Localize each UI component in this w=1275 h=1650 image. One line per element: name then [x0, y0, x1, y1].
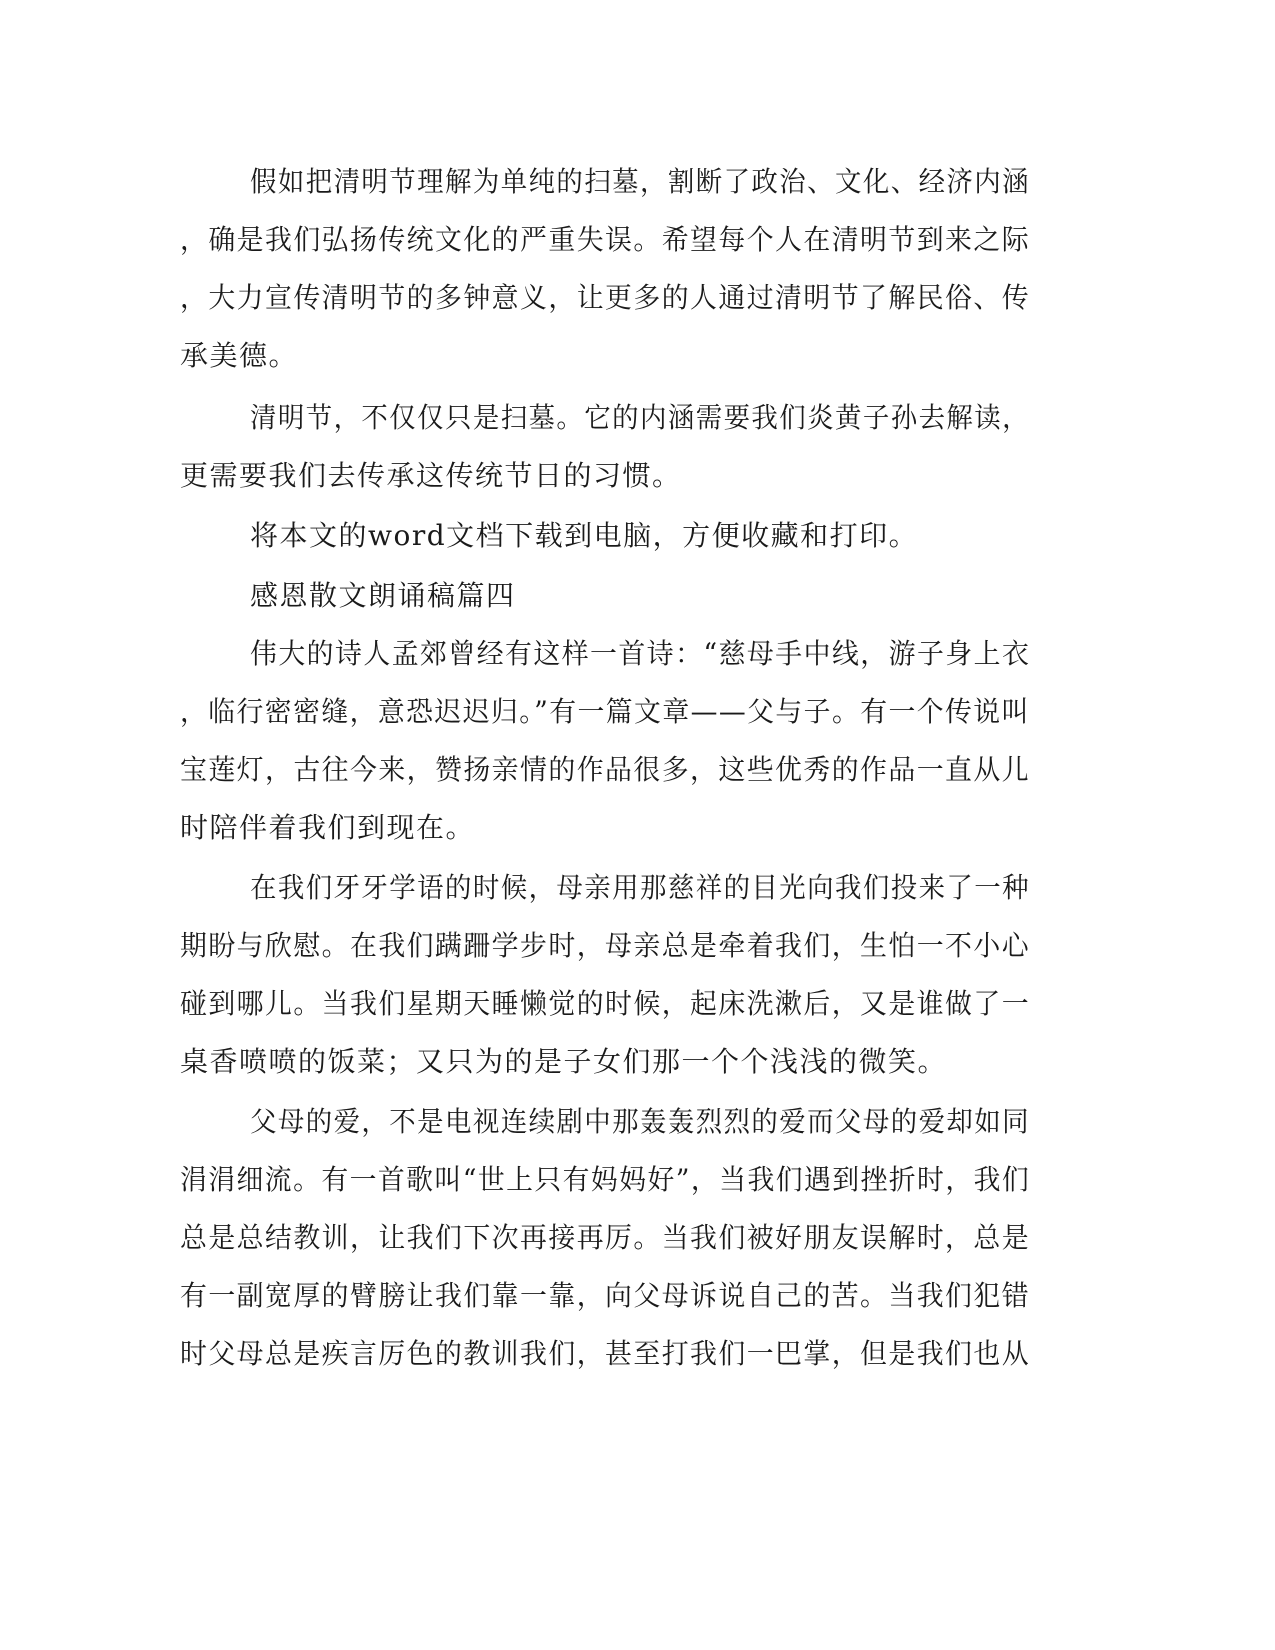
text-line: 将本文的word文档下载到电脑，方便收藏和打印。 [250, 519, 919, 552]
text-line: 清明节，不仅仅只是扫墓。它的内涵需要我们炎黄子孙去解读， [250, 401, 1031, 434]
text-line: 更需要我们去传承这传统节日的习惯。 [180, 459, 682, 492]
text-line: 桌香喷喷的饭菜；又只为的是子女们那一个个浅浅的微笑。 [180, 1045, 948, 1078]
text-line: 时陪伴着我们到现在。 [180, 811, 476, 844]
text-line: 承美德。 [180, 339, 299, 372]
text-line: 碰到哪儿。当我们星期天睡懒觉的时候，起床洗漱后，又是谁做了一 [180, 987, 1031, 1020]
text-line: ，临行密密缝，意恐迟迟归。”有一篇文章——父与子。有一个传说叫 [180, 695, 1030, 728]
text-line: 父母的爱，不是电视连续剧中那轰轰烈烈的爱而父母的爱却如同 [250, 1105, 1031, 1138]
text-line: 伟大的诗人孟郊曾经有这样一首诗：“慈母手中线，游子身上衣 [250, 637, 1031, 670]
text-line: 宝莲灯，古往今来，赞扬亲情的作品很多，这些优秀的作品一直从儿 [180, 753, 1031, 786]
text-line: 有一副宽厚的臂膀让我们靠一靠，向父母诉说自己的苦。当我们犯错 [180, 1279, 1031, 1312]
text-line: 期盼与欣慰。在我们蹒跚学步时，母亲总是牵着我们，生怕一不小心 [180, 929, 1031, 962]
text-line: 在我们牙牙学语的时候，母亲用那慈祥的目光向我们投来了一种 [250, 871, 1031, 904]
text-line: 时父母总是疾言厉色的教训我们，甚至打我们一巴掌，但是我们也从 [180, 1337, 1031, 1370]
text-line: 涓涓细流。有一首歌叫“世上只有妈妈好”，当我们遇到挫折时，我们 [180, 1163, 1031, 1196]
text-line: 总是总结教训，让我们下次再接再厉。当我们被好朋友误解时，总是 [180, 1221, 1031, 1254]
text-line: ，大力宣传清明节的多钟意义，让更多的人通过清明节了解民俗、传 [180, 281, 1031, 314]
text-line: ，确是我们弘扬传统文化的严重失误。希望每个人在清明节到来之际 [180, 223, 1031, 256]
text-line: 假如把清明节理解为单纯的扫墓，割断了政治、文化、经济内涵 [250, 165, 1031, 198]
section-heading: 感恩散文朗诵稿篇四 [250, 579, 516, 612]
